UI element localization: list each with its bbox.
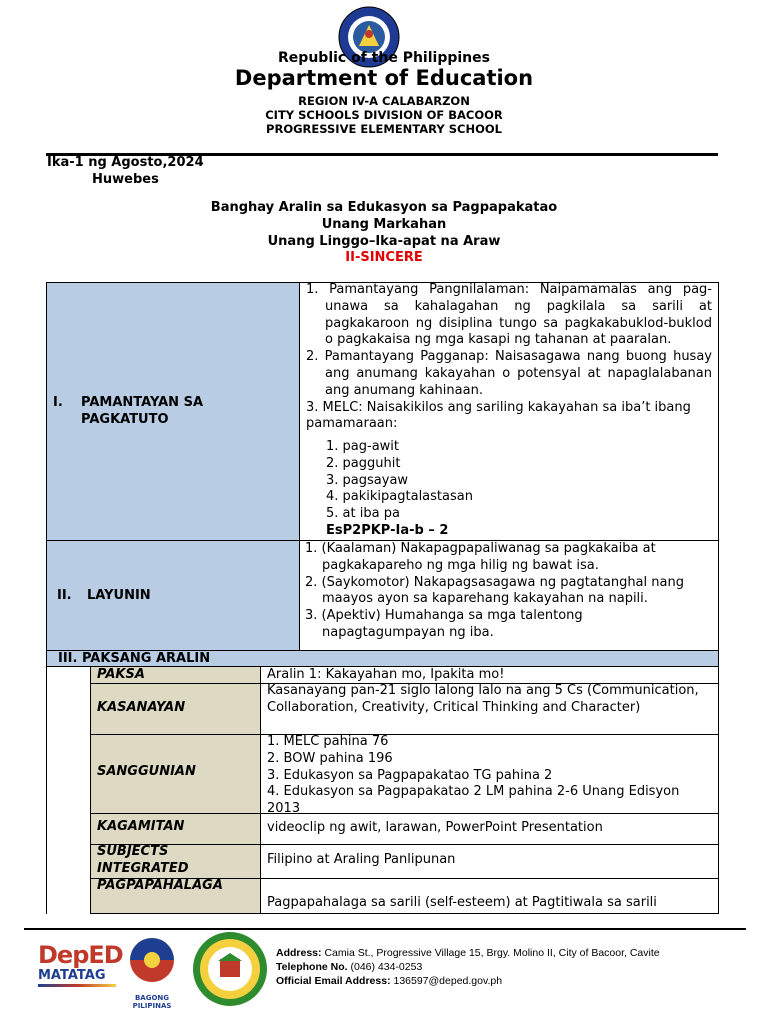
week-day-title: Unang Linggo–Ika-apat na Araw xyxy=(267,234,501,249)
melc-code: EsP2PKP-Ia-b – 2 xyxy=(326,522,449,538)
kagamitan-label: KAGAMITAN xyxy=(97,819,185,834)
school-email xyxy=(276,975,502,987)
matatag-underline xyxy=(38,984,116,987)
email-label: Official Email Address: xyxy=(276,975,391,987)
layunin-item: 3. (Apektiv) Humahanga sa mga talentong napagtagumpayan ng iba. xyxy=(305,608,583,640)
email-value[interactable]: 136597@deped.gov.ph xyxy=(393,975,503,987)
lesson-day: Huwebes xyxy=(92,172,159,187)
skill-item: 5. at iba pa xyxy=(326,506,400,522)
sanggunian-list xyxy=(267,734,707,818)
skill-item: 4. pakikipagtalastasan xyxy=(326,489,473,505)
address-value: Camia St., Progressive Village 15, Brgy. Molino II, City of Bacoor, Cavite xyxy=(324,947,660,959)
paksa-value: Aralin 1: Kakayahan mo, Ipakita mo! xyxy=(267,667,505,682)
pamantayan-label-num: I. xyxy=(53,395,63,410)
subjects-integrated-value: Filipino at Araling Panlipunan xyxy=(267,852,456,867)
skill-list xyxy=(326,439,473,540)
division-heading: CITY SCHOOLS DIVISION OF BACOOR xyxy=(265,108,503,122)
layunin-label-num: II. xyxy=(57,588,72,603)
kagamitan-value: videoclip ng awit, larawan, PowerPoint Presentation xyxy=(267,820,603,835)
reference-item: 2. BOW pahina 196 xyxy=(267,750,393,766)
table-left-border xyxy=(46,666,47,914)
lesson-date: Ika-1 ng Agosto,2024 xyxy=(47,155,204,170)
school-heading: PROGRESSIVE ELEMENTARY SCHOOL xyxy=(266,122,502,136)
sanggunian-label: SANGGUNIAN xyxy=(97,764,196,779)
layunin-item: 1. (Kaalaman) Nakapagpapaliwanag sa pagkakaiba at pagkakapareho ng mga hilig ng bawat isa. xyxy=(305,541,656,573)
layunin-item: 2. (Saykomotor) Nakapagsasagawa ng pagtatanghal nang maayos ayon sa kaparehang kakayahan na napili. xyxy=(305,574,684,607)
republic-heading: Republic of the Philippines xyxy=(278,50,490,66)
pagpapahalaga-value: Pagpapahalaga sa sarili (self-esteem) at Pagtitiwala sa sarili xyxy=(267,895,657,910)
pamantayang-pangnilalaman xyxy=(306,282,712,433)
skill-item: 1. pag-awit xyxy=(326,439,400,454)
layunin-label-cell xyxy=(46,540,300,651)
address-label: Address: xyxy=(276,947,322,959)
subjects-integrated-label: SUBJECTS INTEGRATED xyxy=(97,844,189,876)
telephone-value: (046) 434-0253 xyxy=(350,961,423,973)
pagpapahalaga-label: PAGPAPAHALAGA xyxy=(97,878,223,893)
paksa-label: PAKSA xyxy=(97,667,145,682)
deped-logo-text: DepED xyxy=(38,941,123,969)
department-heading: Department of Education xyxy=(234,66,534,90)
paksang-aralin-label: III. PAKSANG ARALIN xyxy=(58,651,211,666)
school-address xyxy=(276,947,660,959)
skill-item: 2. pagguhit xyxy=(326,455,401,471)
bagong-pilipinas-logo xyxy=(116,934,188,996)
layunin-label: LAYUNIN xyxy=(87,588,151,603)
pamantayan-item-2: 2. Pamantayang Pagganap: Naisasagawa nang buong husay ang anumang kakayahan o potensyal at napaglalabanan ang anumang kahinaan. xyxy=(306,349,712,398)
pamantayan-item-3: 3. MELC: Naisakikilos ang sariling kakayahan sa iba’t ibang pamamaraan: xyxy=(306,399,691,432)
region-heading: REGION IV-A CALABARZON xyxy=(298,94,470,108)
reference-item: 3. Edukasyon sa Pagpapakatao TG pahina 2 xyxy=(267,767,553,783)
telephone-label: Telephone No. xyxy=(276,961,348,973)
bagong-pilipinas-text: BAGONG PILIPINAS xyxy=(132,994,172,1010)
footer-divider xyxy=(24,928,746,930)
kasanayan-label: KASANAYAN xyxy=(97,700,186,715)
pamantayan-item-1: 1. Pamantayang Pangnilalaman: Naipamamalas ang pag-unawa sa kahalagahan ng pagkilala sa sarili at pagkakaroon ng disiplina tungo sa pagkakabuklod-buklod o pagkakaisa ng mga kasapi ng tahanan at paaralan. xyxy=(306,282,712,348)
deped-matatag-logo xyxy=(38,941,123,1000)
lesson-plan-title: Banghay Aralin sa Edukasyon sa Pagpapakatao xyxy=(210,200,558,215)
skill-item: 3. pagsayaw xyxy=(326,472,409,488)
school-telephone xyxy=(276,961,422,973)
reference-item: 1. MELC pahina 76 xyxy=(267,734,389,749)
reference-item: 4. Edukasyon sa Pagpapakatao 2 LM pahina 2-6 Unang Edisyon 2013 xyxy=(267,784,680,817)
school-seal-logo xyxy=(192,931,268,1007)
class-section: II-SINCERE xyxy=(345,250,423,265)
quarter-title: Unang Markahan xyxy=(321,217,447,232)
layunin-list xyxy=(305,541,705,642)
matatag-logo-text: MATATAG xyxy=(38,968,106,983)
pamantayan-label: PAMANTAYAN SA PAGKATUTO xyxy=(81,395,204,427)
kasanayan-value: Kasanayang pan-21 siglo lalong lalo na ang 5 Cs (Communication, Collaboration, Creativity, Critical Thinking and Character) xyxy=(267,683,699,715)
